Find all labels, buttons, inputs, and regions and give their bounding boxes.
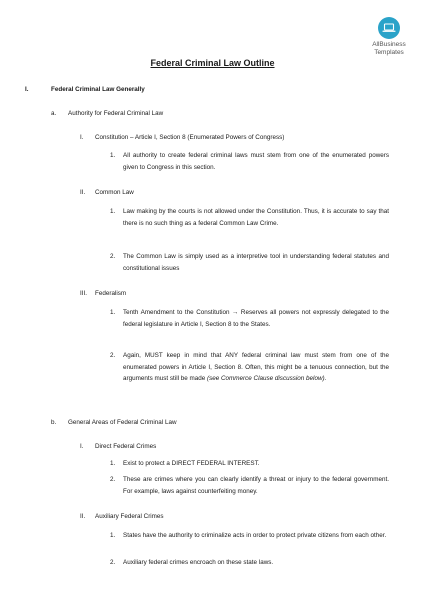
a-iii-item-2-text (123, 350, 389, 385)
b-ii-item-2-text: Auxiliary federal crimes encroach on these state laws. (123, 559, 274, 566)
a-iii-item-2-number: 2. (110, 352, 116, 359)
a-iii-number: III. (80, 290, 87, 297)
a-ii-item-1-text: Law making by the courts is not allowed under the Constitution. Thus, it is accurate to say that there is no such thing as a federal Common Law Crime. (123, 208, 389, 227)
a-i-item-1-text: All authority to create federal criminal laws must stem from one of the enumerated powers given to Congress in this section. (123, 152, 389, 171)
b-i-item-1-number: 1. (110, 460, 116, 467)
a-i-item-1-number: 1. (110, 152, 116, 159)
a-ii-item-2-number: 2. (110, 253, 116, 260)
b-i-item-2-text: These are crimes where you can clearly identify a threat or injury to the federal government. For example, laws against counterfeiting money. (123, 476, 389, 495)
allbusiness-logo[interactable] (365, 17, 413, 56)
a-iii-item-2-body: Again, MUST keep in mind that ANY federal criminal law must stem from one of the enumerated powers in Article I, Section 8. Often, this might be a tenuous connection, but the arguments must still be made (123, 352, 389, 382)
section-i-heading: Federal Criminal Law Generally (51, 86, 145, 93)
b-ii-item-1-number: 1. (110, 532, 116, 539)
subsection-b-heading: General Areas of Federal Criminal Law (68, 419, 177, 426)
a-ii-item-2-text: The Common Law is simply used as a interpretive tool in understanding federal statutes and constitutional issues (123, 253, 389, 272)
logo-line1: AllBusiness (372, 41, 406, 48)
b-i-number: I. (80, 443, 84, 450)
a-iii-item-1-text: Tenth Amendment to the Constitution → Reserves all powers not expressly delegated to the federal legislature in Article I, Section 8 to the States. (123, 309, 389, 328)
subsection-b-letter: b. (51, 419, 57, 426)
b-ii-number: II. (80, 513, 86, 520)
laptop-icon (378, 17, 400, 39)
a-ii-number: II. (80, 189, 86, 196)
b-ii-item-2-number: 2. (110, 559, 116, 566)
a-ii-item-1-number: 1. (110, 208, 116, 215)
b-i-item-2-number: 2. (110, 476, 116, 483)
b-i-heading: Direct Federal Crimes (95, 443, 157, 450)
a-ii-heading: Common Law (95, 189, 134, 196)
subsection-a-heading: Authority for Federal Criminal Law (68, 110, 164, 117)
a-iii-item-1-number: 1. (110, 309, 116, 316)
page-title: Federal Criminal Law Outline (150, 58, 275, 68)
b-i-item-1-text: Exist to protect a DIRECT FEDERAL INTEREST. (123, 460, 260, 467)
section-i-number: I. (25, 86, 29, 93)
b-ii-item-1-text: States have the authority to criminalize acts in order to protect private citizens from each other. (123, 532, 387, 539)
a-i-heading: Constitution – Article I, Section 8 (Enumerated Powers of Congress) (95, 134, 285, 141)
b-ii-heading: Auxiliary Federal Crimes (95, 513, 164, 520)
a-iii-item-2-note: (see Commerce Clause discussion below). (207, 375, 327, 382)
a-iii-heading: Federalism (95, 290, 127, 297)
logo-line2: Templates (374, 48, 404, 56)
a-i-number: I. (80, 134, 84, 141)
subsection-a-letter: a. (51, 110, 57, 117)
